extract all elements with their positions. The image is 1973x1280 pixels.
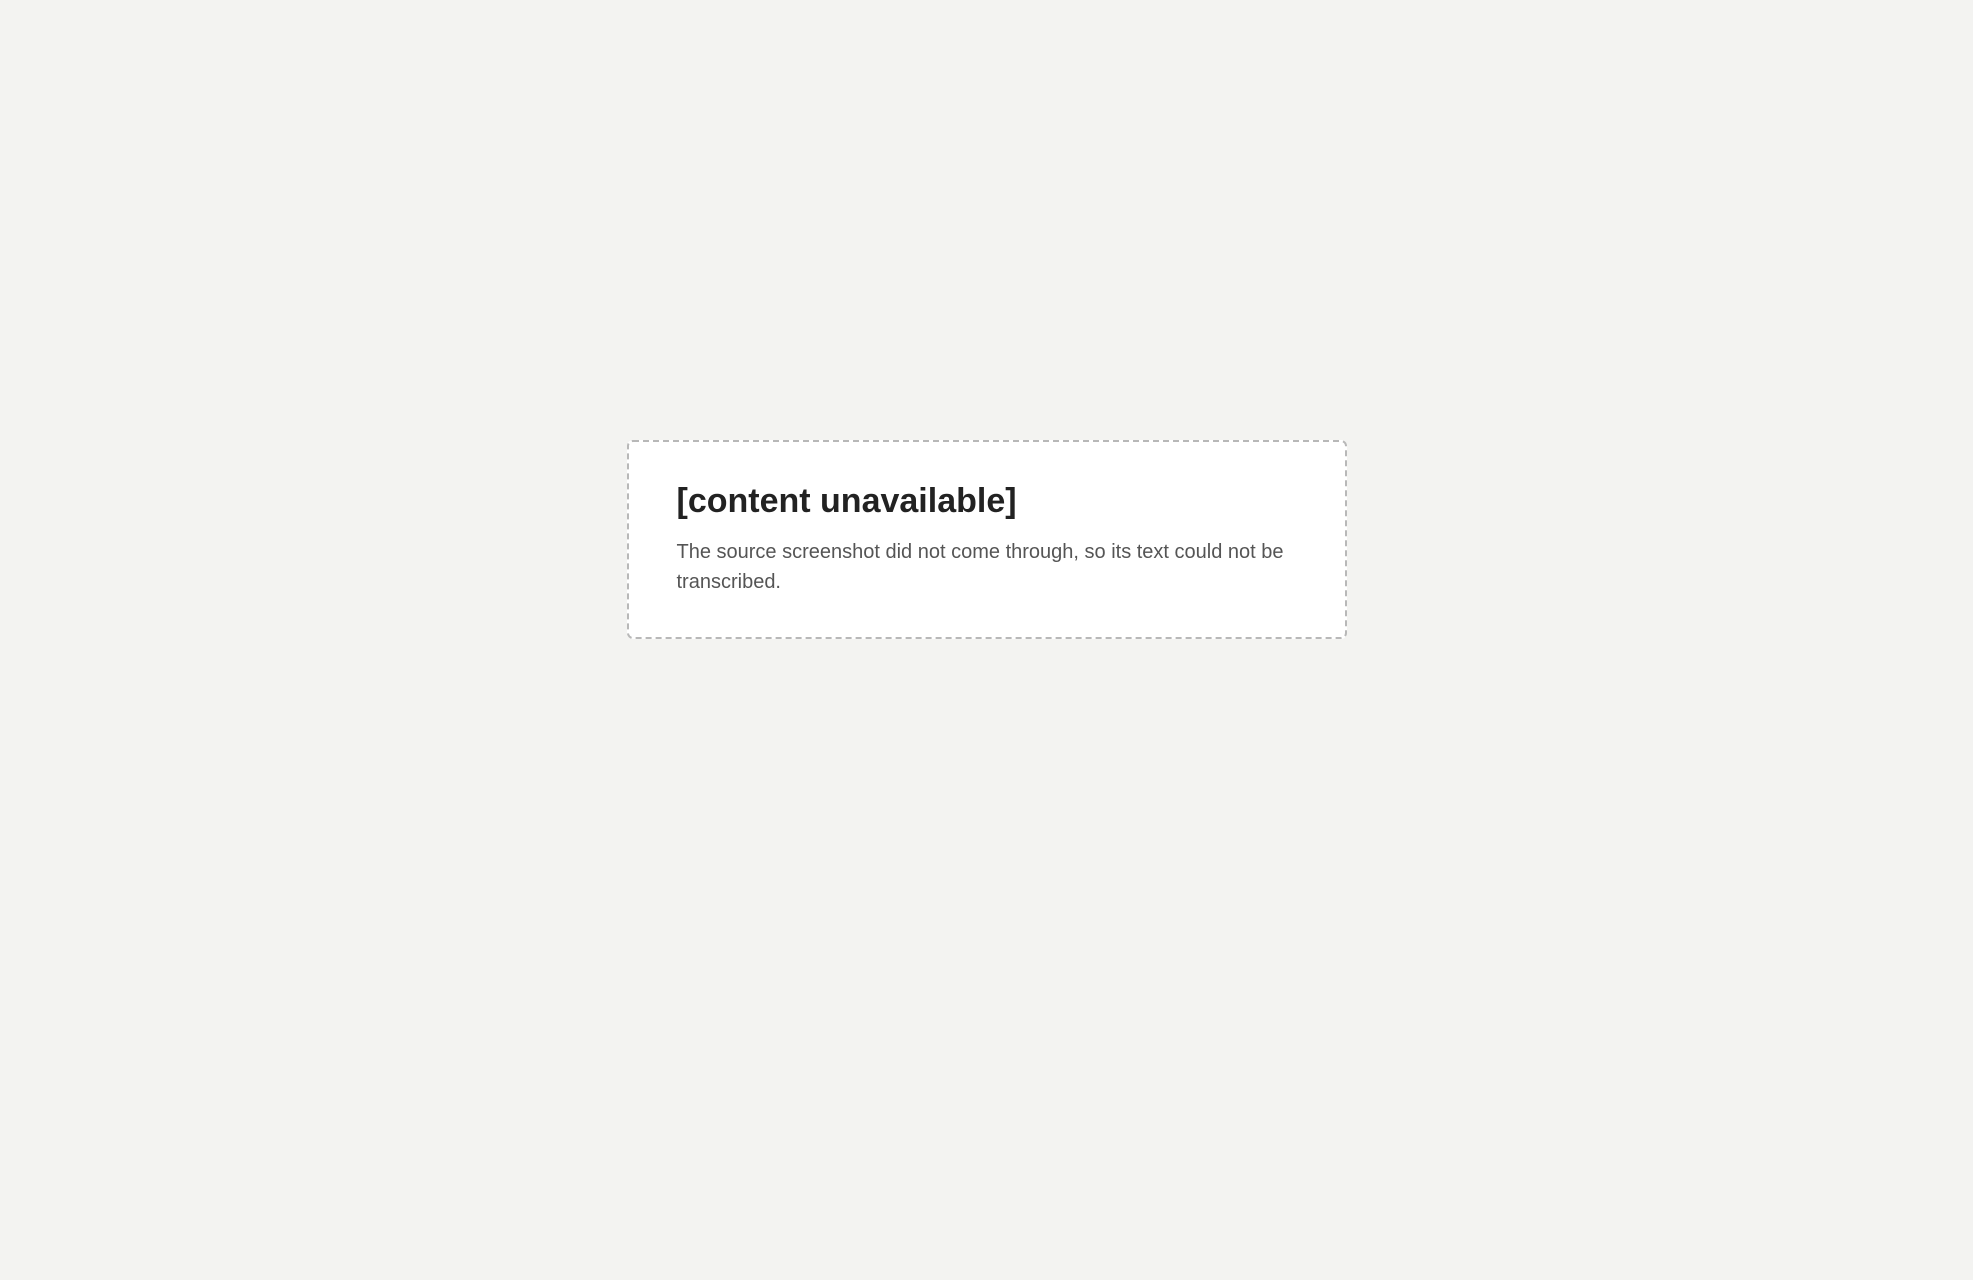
- placeholder-heading: [content unavailable]: [676, 482, 1017, 520]
- placeholder-notice: [627, 440, 1347, 639]
- placeholder-note: The source screenshot did not come through, so its text could not be transcribed.: [676, 541, 1284, 593]
